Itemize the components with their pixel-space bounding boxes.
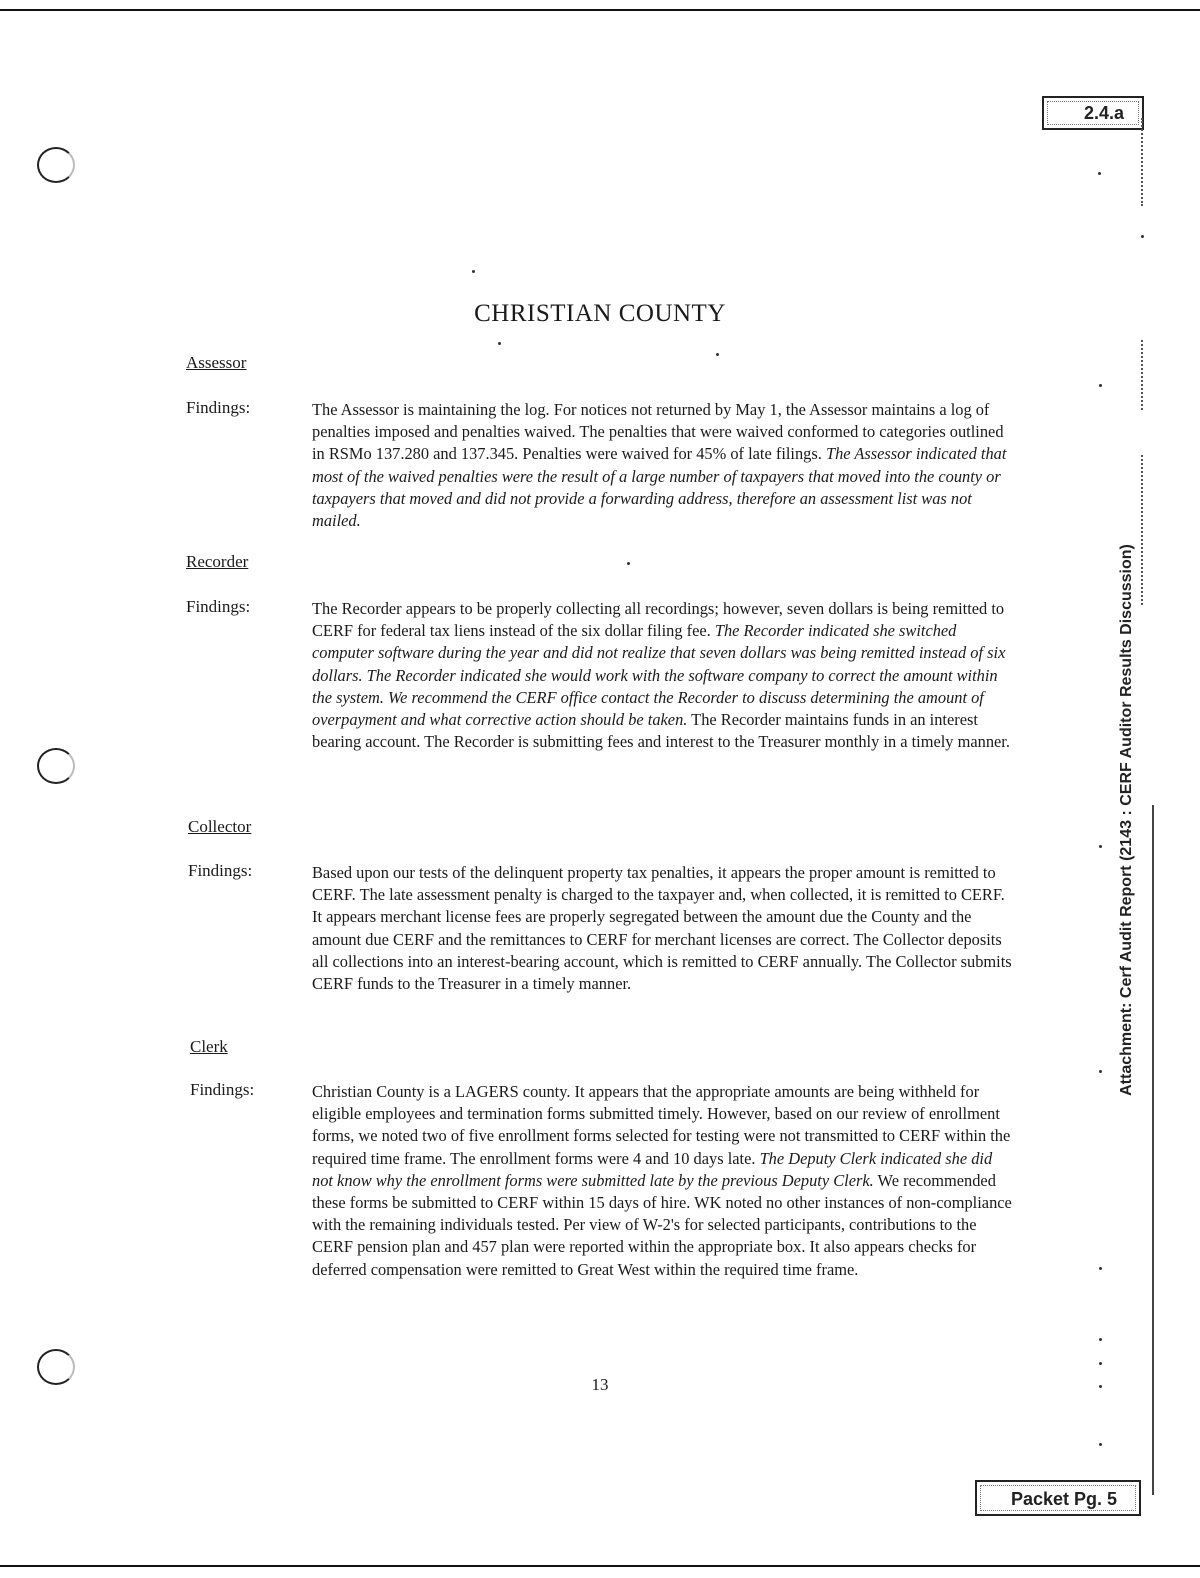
scan-speck [1099,1443,1102,1446]
scan-speck [1099,1267,1102,1270]
page-number: 13 [591,1375,609,1394]
scan-speck [1099,1070,1102,1073]
packet-page-badge [975,1480,1141,1516]
scan-speck [716,353,719,356]
scan-speck [1099,384,1102,387]
section-heading-collector: Collector [188,817,252,836]
binder-hole-top [37,147,75,183]
section-heading-recorder: Recorder [186,552,249,571]
scan-speck [498,342,501,345]
findings-label: Findings: [190,1080,255,1099]
agenda-item-number: 2.4.a [1083,103,1124,123]
margin-dotted-line [1141,455,1143,605]
findings-italic-run: The Assessor indicated that most of the waived penalties were the result of a large number of taxpayers that moved into the county or taxpayers that moved and did not provide a forwarding address, therefore an assessment list was not mailed. [312,444,1007,531]
collector-findings-text [312,862,1012,995]
attachment-side-label: Attachment: Cerf Audit Report (2143 : CERF Auditor Results Discussion) [1118,544,1135,1096]
findings-italic-run: The Recorder indicated she switched computer software during the year and did not realize that seven dollars was being remitted instead of six dollars. The Recorder indicated she would work with the software company to correct the amount within the system. We recommend the CERF office contact the Recorder to discuss determining the amount of overpayment and what corrective action should be taken. [312,621,1006,730]
scan-speck [1099,1362,1102,1365]
agenda-item-badge [1042,96,1144,130]
clerk-findings-text [312,1081,1012,1281]
findings-text-run: The Recorder maintains funds in an interest bearing account. The Recorder is submitting fees and interest to the Treasurer monthly in a timely manner. [312,710,1010,752]
findings-label: Findings: [186,398,251,417]
findings-text-run: We recommended these forms be submitted to CERF within 15 days of hire. WK noted no other instances of non-compliance with the remaining individuals tested. Per view of W-2's for selected participants, contributions to the CERF pension plan and 457 plan were reported within the appropriate box. It also appears checks for deferred compensation were remitted to Great West within the required time frame. [312,1170,1012,1279]
scan-speck [1099,845,1102,848]
scan-speck [1098,172,1101,175]
findings-label: Findings: [188,861,253,880]
findings-text-run: Based upon our tests of the delinquent property tax penalties, it appears the proper amount is remitted to CERF. The late assessment penalty is charged to the taxpayer and, when collected, it is remitted to CERF. It appears merchant license fees are properly segregated between the amount due the County and the amount due CERF and the remittances to CERF for merchant licenses are correct. The Collector deposits all collections into an interest-bearing account, which is remitted to CERF annually. The Collector submits CERF funds to the Treasurer in a timely manner. [312,863,1012,994]
findings-text-run: The Recorder appears to be properly collecting all recordings; however, seven dollars is being remitted to CERF for federal tax liens instead of the six dollar filing fee. [312,599,1005,641]
assessor-findings-text [312,399,1012,532]
scan-speck [627,562,630,565]
findings-text-run: Christian County is a LAGERS county. It appears that the appropriate amounts are being withheld for eligible employees and termination forms submitted timely. However, based on our review of enrollment forms, we noted two of five enrollment forms selected for testing were not transmitted to CERF within the required time frame. The enrollment forms were 4 and 10 days late. [312,1082,1011,1168]
findings-label: Findings: [186,597,251,616]
top-border-rule [0,9,1200,11]
packet-page-label: Packet Pg. 5 [1010,1489,1117,1509]
bottom-border-rule [0,1565,1200,1567]
section-heading-assessor: Assessor [186,353,247,372]
findings-text-run: The Assessor is maintaining the log. For notices not returned by May 1, the Assessor maintains a log of penalties imposed and penalties waived. The penalties that were waived conformed to categories outlined in RSMo 137.280 and 137.345. Penalties were waived for 45% of late filings. [312,400,1004,464]
scan-speck [1099,1338,1102,1341]
scan-speck [472,270,475,273]
section-heading-clerk: Clerk [190,1037,228,1056]
page-title: CHRISTIAN COUNTY [474,300,726,327]
findings-italic-run: The Deputy Clerk indicated she did not know why the enrollment forms were submitted late by the previous Deputy Clerk. [312,1148,993,1190]
margin-dotted-line [1141,118,1143,206]
recorder-findings-text [312,598,1012,753]
margin-dotted-line [1141,340,1143,410]
binder-hole-middle [37,748,75,784]
scan-speck [1141,235,1144,238]
